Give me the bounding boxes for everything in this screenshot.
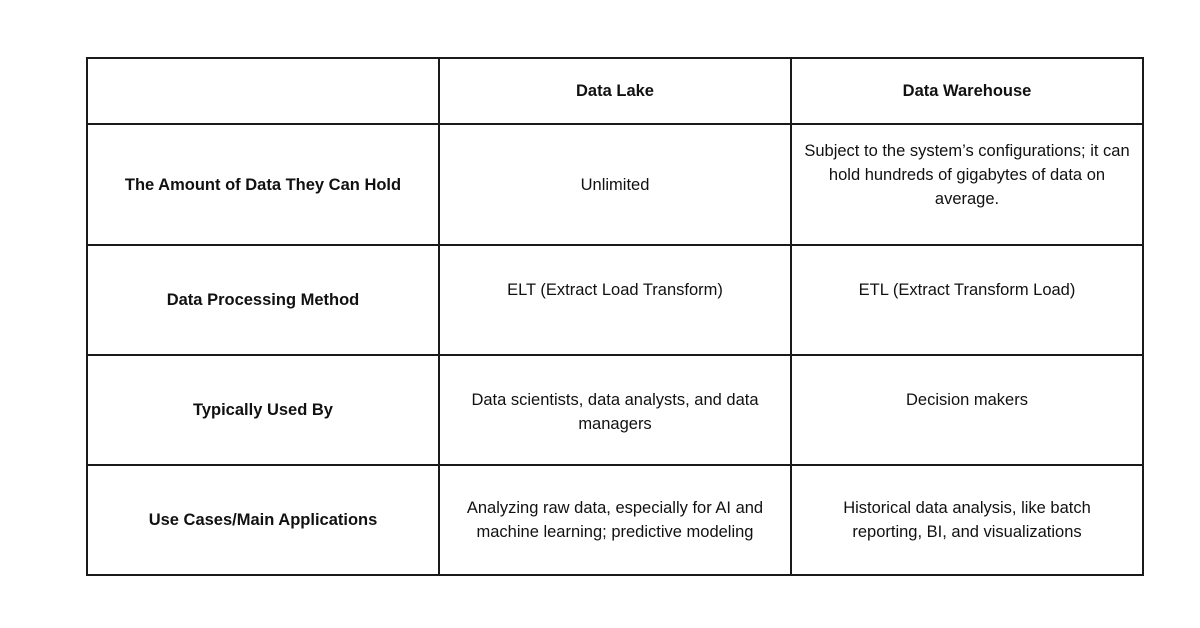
data-lake-cell: Unlimited — [439, 124, 791, 245]
table-row — [87, 465, 1143, 575]
comparison-table — [86, 57, 1144, 576]
row-label: Use Cases/Main Applications — [87, 465, 439, 575]
header-row — [87, 58, 1143, 124]
table-row — [87, 245, 1143, 355]
data-lake-cell: Analyzing raw data, especially for AI and machine learning; predictive modeling — [439, 465, 791, 575]
header-data-warehouse: Data Warehouse — [791, 58, 1143, 124]
header-empty-cell — [87, 58, 439, 124]
data-warehouse-cell: Subject to the system’s configurations; it can hold hundreds of gigabytes of data on average. — [791, 124, 1143, 245]
data-lake-cell: ELT (Extract Load Transform) — [439, 245, 791, 355]
data-lake-cell: Data scientists, data analysts, and data managers — [439, 355, 791, 465]
header-data-lake: Data Lake — [439, 58, 791, 124]
row-label: The Amount of Data They Can Hold — [87, 124, 439, 245]
table-row — [87, 124, 1143, 245]
data-warehouse-cell: Historical data analysis, like batch reporting, BI, and visualizations — [791, 465, 1143, 575]
table-row — [87, 355, 1143, 465]
row-label: Typically Used By — [87, 355, 439, 465]
data-warehouse-cell: ETL (Extract Transform Load) — [791, 245, 1143, 355]
data-warehouse-cell: Decision makers — [791, 355, 1143, 465]
row-label: Data Processing Method — [87, 245, 439, 355]
